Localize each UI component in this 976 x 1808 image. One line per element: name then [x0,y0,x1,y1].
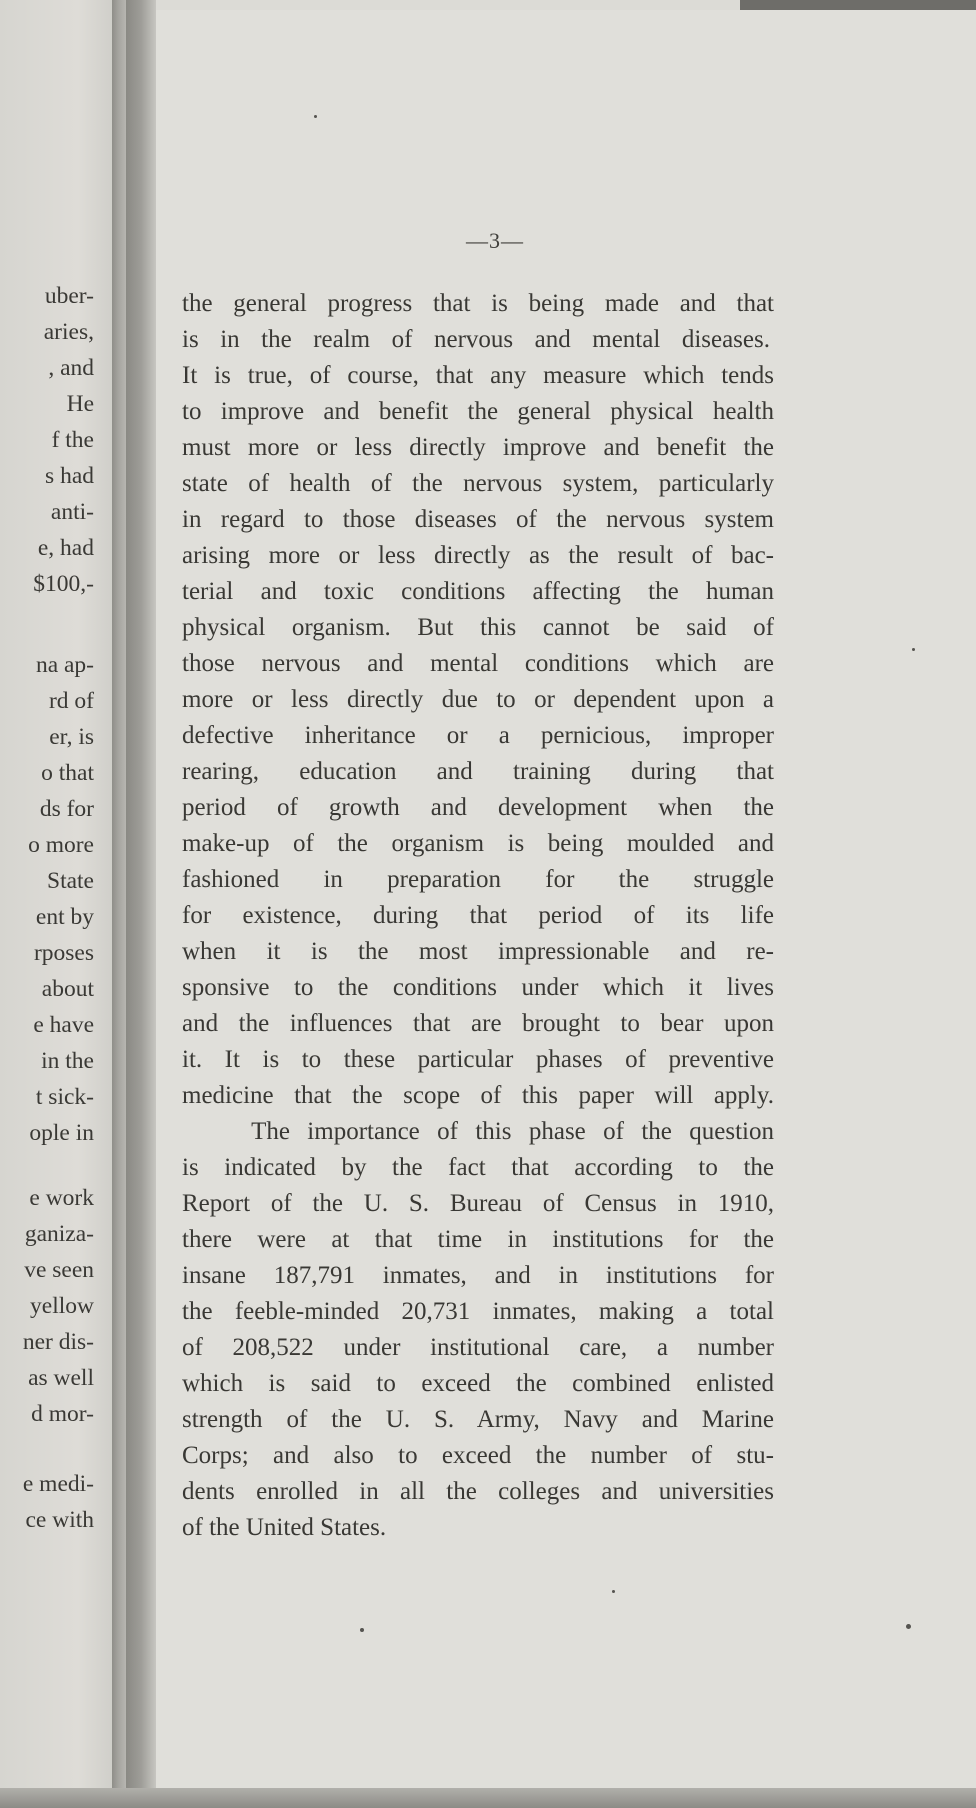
body-line: It is true, of course, that any measure which tends [182,362,774,389]
body-line: the general progress that is being made and that [182,290,774,317]
body-line: there were at that time in institutions for the [182,1226,774,1253]
left-fragment: $100,- [33,571,94,597]
left-fragment: aries, [43,319,94,345]
body-line: fashioned in preparation for the struggle [182,866,774,893]
left-fragment: He [66,391,94,417]
left-fragment: ner dis- [22,1329,94,1355]
paper-speck [912,648,915,651]
body-line: insane 187,791 inmates, and in institutions for [182,1262,774,1289]
left-page-edge [0,0,112,1808]
body-line: in regard to those diseases of the nervous system [182,506,774,533]
paper-speck [360,1628,364,1632]
left-fragment: o that [41,760,94,786]
left-fragment: about [41,976,94,1002]
body-line: rearing, education and training during that [182,758,774,785]
body-line: is indicated by the fact that according to the [182,1154,774,1181]
left-fragment: ent by [35,904,94,930]
left-fragment: in the [41,1048,94,1074]
body-line: those nervous and mental conditions which are [182,650,774,677]
body-line: defective inheritance or a pernicious, improper [182,722,774,749]
left-fragment: f the [51,427,94,453]
body-line: period of growth and development when the [182,794,774,821]
top-edge-gap [100,0,740,10]
left-fragment: ds for [39,796,94,822]
left-fragment: e medi- [22,1471,94,1497]
left-fragment: e, had [37,535,94,561]
paper-speck [612,1590,615,1593]
left-fragment: na ap- [35,652,94,678]
paper-speck [314,115,317,118]
body-line: is in the realm of nervous and mental diseases. [182,326,770,353]
body-line: the feeble-minded 20,731 inmates, making a total [182,1298,774,1325]
left-fragment: e work [29,1185,94,1211]
body-line: arising more or less directly as the result of bac- [182,542,774,569]
left-fragment: rposes [33,940,94,966]
left-fragment: er, is [49,724,94,750]
body-line: sponsive to the conditions under which it lives [182,974,774,1001]
body-line: The importance of this phase of the question [182,1118,774,1145]
body-line: to improve and benefit the general physical health [182,398,774,425]
body-line: dents enrolled in all the colleges and universities [182,1478,774,1505]
left-fragment: State [47,868,94,894]
left-fragment: , and [48,355,94,381]
body-line: Corps; and also to exceed the number of stu- [182,1442,774,1469]
body-line: state of health of the nervous system, particularly [182,470,774,497]
left-fragment: uber- [44,283,94,309]
left-fragment: ganiza- [24,1221,94,1247]
body-line: more or less directly due to or dependent upon a [182,686,774,713]
body-line: make-up of the organism is being moulded and [182,830,774,857]
body-line: which is said to exceed the combined enlisted [182,1370,774,1397]
body-line: physical organism. But this cannot be said of [182,614,774,641]
left-fragment: s had [45,463,94,489]
left-fragment: ce with [25,1507,94,1533]
left-fragment: d mor- [31,1401,94,1427]
left-fragment: yellow [30,1293,94,1319]
body-line: of the United States. [182,1514,387,1541]
body-line: it. It is to these particular phases of preventive [182,1046,774,1073]
paper-speck [906,1624,911,1629]
left-fragment: ople in [29,1120,94,1146]
left-fragment: e have [33,1012,94,1038]
page-number: —3— [466,228,524,253]
body-line: strength of the U. S. Army, Navy and Marine [182,1406,774,1433]
body-line: when it is the most impressionable and re- [182,938,774,965]
left-fragment: ve seen [24,1257,94,1283]
bottom-edge [0,1788,976,1808]
left-fragment: t sick- [35,1084,94,1110]
body-line: and the influences that are brought to bear upon [182,1010,774,1037]
body-line: of 208,522 under institutional care, a number [182,1334,774,1361]
binding-gutter [112,0,126,1808]
body-line: for existence, during that period of its life [182,902,774,929]
body-line: medicine that the scope of this paper will apply. [182,1082,774,1109]
left-fragment: as well [28,1365,94,1391]
binding-shadow [126,0,156,1808]
body-line: terial and toxic conditions affecting the human [182,578,774,605]
left-fragment: anti- [50,499,94,525]
left-fragment: rd of [48,688,94,714]
left-fragment: o more [28,832,94,858]
body-line: must more or less directly improve and benefit the [182,434,774,461]
body-line: Report of the U. S. Bureau of Census in 1910, [182,1190,774,1217]
